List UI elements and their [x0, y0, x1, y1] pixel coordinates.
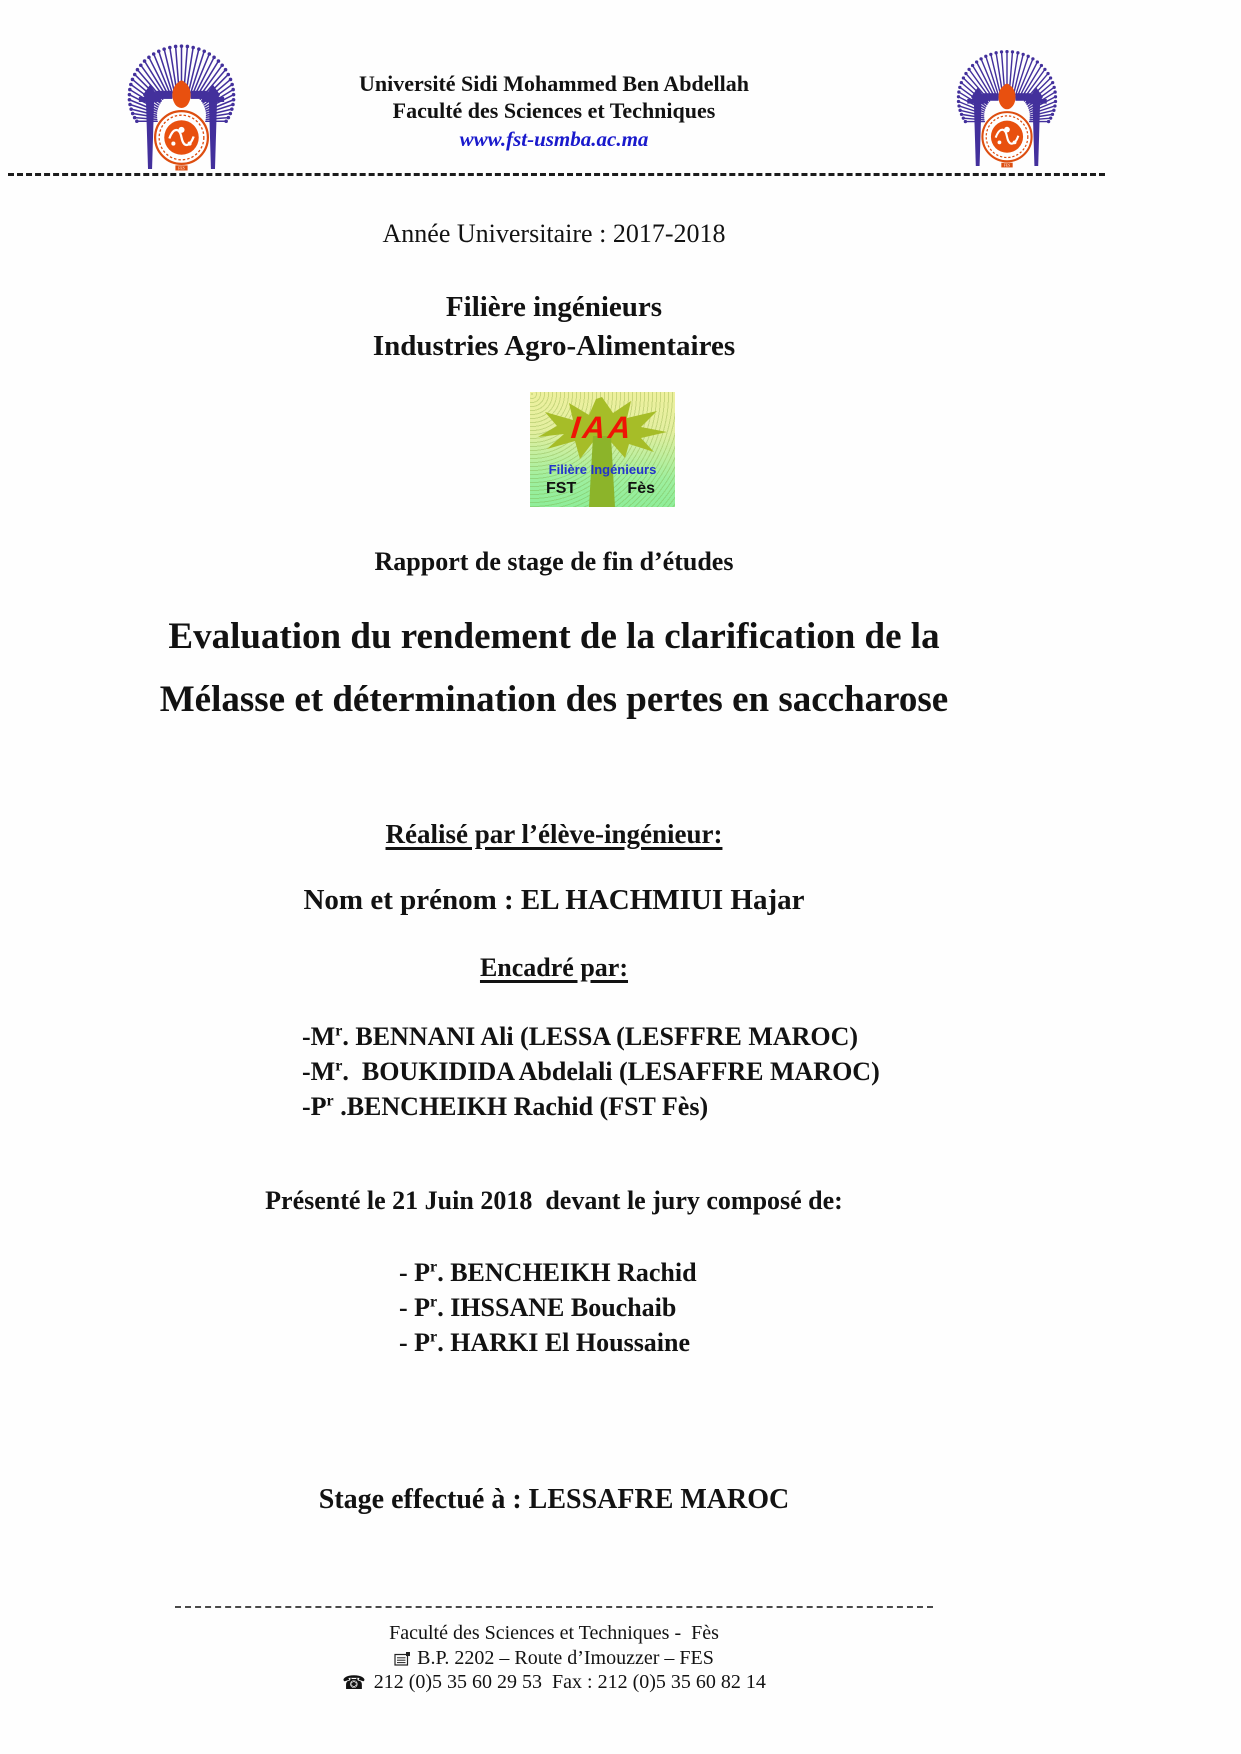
iaa-fst-label: FST [546, 480, 577, 497]
program-line2: Industries Agro-Alimentaires [372, 330, 736, 362]
iaa-program-logo [530, 392, 675, 507]
defense-intro: Présenté le 21 Juin 2018 devant le jury composé de: [265, 1186, 843, 1215]
report-type: Rapport de stage de fin d’études [374, 547, 734, 576]
jury-member-line: - $P^r$. HARKI El Houssaine [399, 1328, 691, 1357]
website-line [0, 126, 1108, 152]
supervisor-line: $-P^r$ .BENCHEIKH Rachid (FST Fès) [302, 1092, 709, 1121]
footer-address-line: B.P. 2202 – Route d’Imouzzer – FES [0, 1646, 1108, 1674]
internship-location-line: Stage effectué à : LESSAFRE MAROC [318, 1484, 790, 1515]
website-link[interactable]: www.fst-usmba.ac.ma [459, 127, 649, 151]
jury-member-line: - $P^r$. IHSSANE Bouchaib [399, 1293, 677, 1322]
report-title-line2: Mélasse et détermination des pertes en saccharose [159, 679, 949, 720]
supervision-heading: Encadré par: [479, 953, 629, 982]
footer-phone-line: ☎ 212 (0)5 35 60 29 53 Fax : 212 (0)5 35 60 82 14 [342, 1671, 766, 1694]
university-name: Université Sidi Mohammed Ben Abdellah [359, 71, 749, 96]
jury-member-line: - $P^r$. BENCHEIKH Rachid [399, 1258, 697, 1287]
footer-dashed-rule [175, 1606, 933, 1608]
faculty-name: Faculté des Sciences et Techniques [392, 98, 716, 123]
report-title-line1: Evaluation du rendement de la clarification de la [168, 616, 940, 657]
iaa-fes-label: Fès [627, 480, 655, 497]
author-name-line: Nom et prénom : EL HACHMIUI Hajar [303, 884, 805, 916]
iaa-acronym: IAA [569, 410, 636, 445]
jury-list [399, 1255, 697, 1360]
author-heading: Réalisé par l’élève-ingénieur: [385, 819, 723, 849]
svg-text:FES: FES [1003, 163, 1011, 168]
footer-faculty-line: Faculté des Sciences et Techniques - Fès [389, 1622, 719, 1644]
svg-text:FES: FES [178, 166, 185, 171]
phone-icon: ☎ [342, 1672, 366, 1694]
supervisors-list [302, 1019, 880, 1124]
header-dashed-rule [8, 173, 1105, 176]
program-line1: Filière ingénieurs [445, 291, 663, 323]
report-title [0, 605, 1108, 731]
supervisor-line: $-M^r$. BENNANI Ali (LESSA (LESFFRE MAROC) [302, 1022, 859, 1051]
iaa-caption: Filière Ingénieurs [548, 462, 657, 477]
academic-year: Année Universitaire : 2017-2018 [382, 219, 726, 248]
supervisor-line: $-M^r$. BOUKIDIDA Abdelali (LESAFFRE MAROC) [302, 1057, 880, 1086]
